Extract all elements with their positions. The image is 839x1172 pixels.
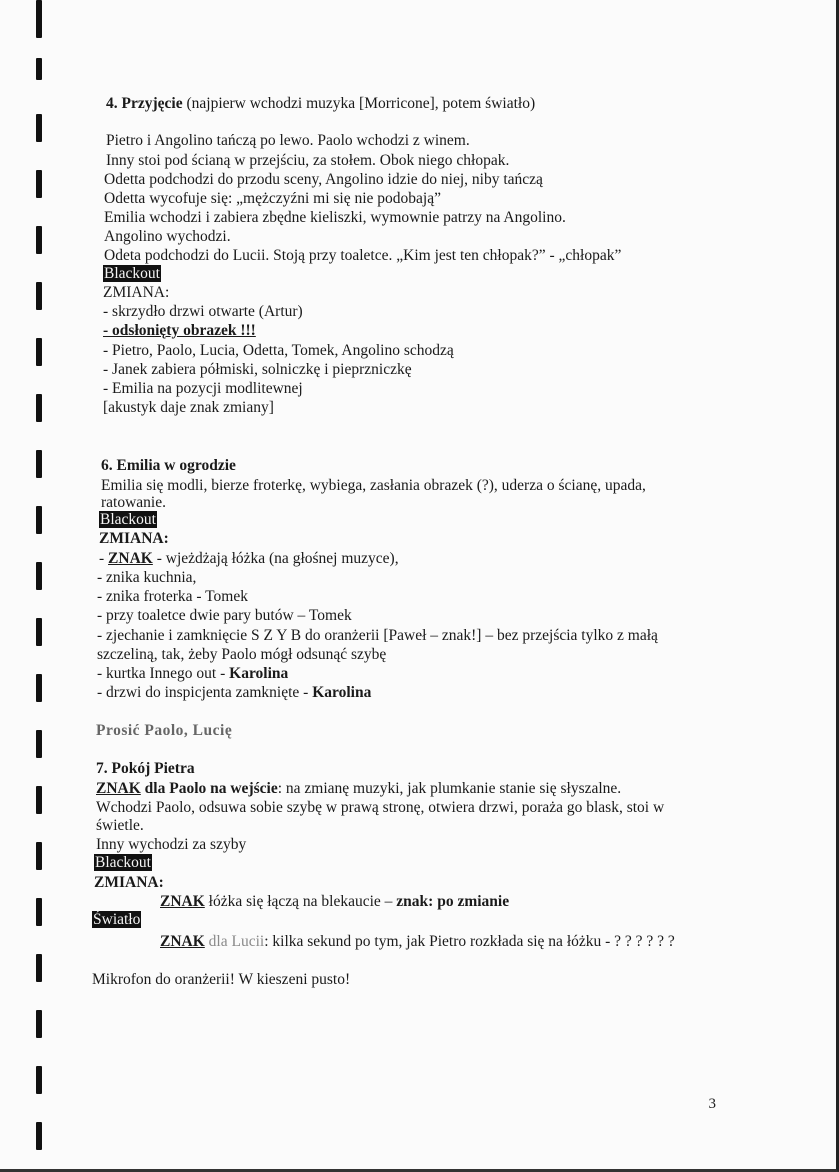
binder-hole xyxy=(36,1066,42,1094)
znak-cue: ZNAK xyxy=(160,933,205,950)
section-4-change: - Emilia na pozycji modlitewnej xyxy=(103,380,303,397)
binder-hole xyxy=(36,1122,42,1150)
binder-hole xyxy=(36,226,42,254)
blackout-badge: Blackout xyxy=(100,511,156,528)
section-7-znak-line xyxy=(96,780,621,798)
section-4-heading xyxy=(106,95,535,113)
section-6-line: Emilia się modli, bierze froterkę, wybiega, zasłania obrazek (?), uderza o ścianę, upada, xyxy=(101,477,646,494)
section-6-note: Prosić Paolo, Lucię xyxy=(96,722,233,739)
binder-hole xyxy=(36,562,42,590)
blackout-badge: Blackout xyxy=(104,265,160,282)
binder-hole xyxy=(36,786,42,814)
znak-description: - wjeżdżają łóżka (na głośnej muzyce), xyxy=(152,550,399,567)
binder-hole xyxy=(36,674,42,702)
znak-description: łóżka się łączą na blekaucie – xyxy=(204,893,397,910)
section-6-title: 6. Emilia w ogrodzie xyxy=(101,457,236,474)
section-4-line: Odeta podchodzi do Lucii. Stoją przy toaletce. „Kim jest ten chłopak?” - „chłopak” xyxy=(104,247,622,264)
section-7-note: Mikrofon do oranżerii! W kieszeni pusto! xyxy=(92,971,351,988)
binder-hole xyxy=(36,506,42,534)
section-4-change-important: - odsłonięty obrazek !!! xyxy=(103,322,256,339)
binder-hole xyxy=(36,394,42,422)
section-6-change: - znika froterka - Tomek xyxy=(97,588,248,605)
section-4-blackout-label xyxy=(103,265,161,283)
binder-hole xyxy=(36,170,42,198)
binder-hole xyxy=(36,842,42,870)
section-6-line: ratowanie. xyxy=(101,494,166,511)
section-4-subtitle: (najpierw wchodzi muzyka [Morricone], potem światło) xyxy=(186,95,536,112)
responsible-person: Karolina xyxy=(312,684,372,701)
znak-cue: ZNAK xyxy=(96,780,141,797)
section-7-znak2-line xyxy=(160,893,509,911)
znak-description: : kilka sekund po tym, jak Pietro rozkłada się na łóżku - ? ? ? ? ? ? xyxy=(264,933,675,950)
section-4-change: [akustyk daje znak zmiany] xyxy=(103,399,274,416)
binder-hole xyxy=(36,898,42,926)
binder-hole xyxy=(36,730,42,758)
section-6-change: - znika kuchnia, xyxy=(97,569,197,586)
section-4-line: Emilia wchodzi i zabiera zbędne kieliszki, wymownie patrzy na Angolino. xyxy=(104,209,566,226)
binder-hole xyxy=(36,618,42,646)
section-6-zmiana: ZMIANA: xyxy=(99,530,169,547)
section-4-change: - skrzydło drzwi otwarte (Artur) xyxy=(103,303,303,320)
kurtka-text: - kurtka Innego out - xyxy=(97,665,230,682)
section-6-kurtka-line xyxy=(97,665,288,683)
section-7-title: 7. Pokój Pietra xyxy=(96,760,195,777)
section-4-change: - Janek zabiera półmiski, solniczkę i pieprzniczkę xyxy=(103,361,412,378)
znak-cue: ZNAK xyxy=(108,550,153,567)
section-4-zmiana: ZMIANA: xyxy=(103,284,170,301)
section-7-line: Inny wychodzi za szyby xyxy=(96,836,247,853)
znak-prefix: - xyxy=(99,550,109,567)
section-4-line: Pietro i Angolino tańczą po lewo. Paolo wchodzi z winem. xyxy=(106,132,470,149)
binder-hole xyxy=(36,450,42,478)
binder-hole xyxy=(36,114,42,142)
znak-timing: znak: po zmianie xyxy=(396,893,510,910)
section-4-number: 4. xyxy=(106,95,118,112)
section-4-line: Angolino wychodzi. xyxy=(104,228,231,245)
section-7-znak3-line xyxy=(160,933,675,951)
section-6-change: - zjechanie i zamknięcie S Z Y B do oranżerii [Paweł – znak!] – bez przejścia tylko z małą xyxy=(97,627,658,644)
section-6-blackout-label xyxy=(99,511,157,529)
znak-description: : na zmianę muzyki, jak plumkanie stanie się słyszalne. xyxy=(277,780,622,797)
section-4-title: Przyjęcie xyxy=(121,95,183,112)
section-7-swiatlo-label xyxy=(92,911,141,929)
section-6-change: - przy toaletce dwie pary butów – Tomek xyxy=(97,607,352,624)
responsible-person: Karolina xyxy=(229,665,289,682)
binder-hole xyxy=(36,338,42,366)
page-number: 3 xyxy=(708,1096,716,1112)
binder-hole xyxy=(36,0,42,38)
section-4-change: - Pietro, Paolo, Lucia, Odetta, Tomek, Angolino schodzą xyxy=(103,342,454,359)
znak-target: dla Lucii xyxy=(204,933,265,950)
section-6-change: szczeliną, tak, żeby Paolo mógł odsunąć szybę xyxy=(97,646,387,663)
binder-hole xyxy=(36,282,42,310)
section-4-line: Odetta wycofuje się: „mężczyźni mi się nie podobają” xyxy=(104,190,441,207)
section-7-zmiana: ZMIANA: xyxy=(94,874,164,891)
section-4-line: Inny stoi pod ścianą w przejściu, za stołem. Obok niego chłopak. xyxy=(106,152,510,169)
section-4-line: Odetta podchodzi do przodu sceny, Angolino idzie do niej, niby tańczą xyxy=(104,171,543,188)
section-6-znak-line xyxy=(99,550,399,568)
binder-hole xyxy=(36,954,42,982)
blackout-badge: Blackout xyxy=(95,854,151,871)
section-7-blackout-label xyxy=(94,854,152,872)
swiatlo-badge: Światło xyxy=(93,911,141,928)
binder-hole xyxy=(36,1010,42,1038)
section-7-line: świetle. xyxy=(96,817,144,834)
drzwi-text: - drzwi do inspicjenta zamknięte - xyxy=(97,684,313,701)
section-7-line: Wchodzi Paolo, odsuwa sobie szybę w prawą stronę, otwiera drzwi, poraża go blask, stoi w xyxy=(96,799,665,816)
section-6-drzwi-line xyxy=(97,684,371,702)
znak-target: dla Paolo na wejście xyxy=(140,780,278,797)
binder-hole xyxy=(36,58,42,80)
znak-cue: ZNAK xyxy=(160,893,205,910)
